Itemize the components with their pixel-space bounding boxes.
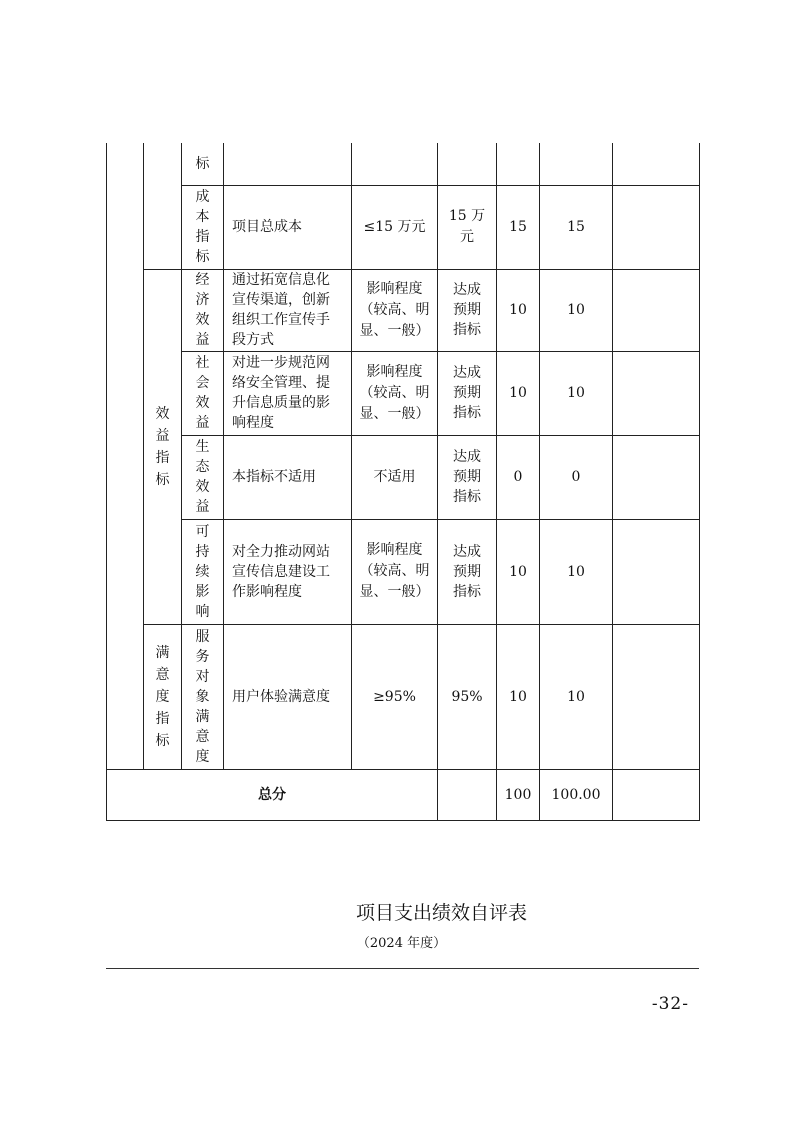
weight-cell: 10 [497,269,540,351]
remark-cell [613,185,700,269]
actual-cell [438,519,497,624]
target-label: 影响程度（较高、明显、一般） [359,542,430,600]
actual-label: 15 万元 [448,208,486,245]
actual-label: 达成预期指标 [453,543,481,600]
sub-indicator-label: 经济效益 [195,272,210,348]
content-cell: 本指标不适用 [224,435,352,519]
target-cell: 不适用 [352,435,438,519]
actual-label: 达成预期指标 [453,282,481,338]
satisfaction-group-cell [144,624,182,769]
target-cell [352,519,438,624]
sub-indicator-label: 生态效益 [195,439,210,515]
sub-indicator-label: 标 [195,155,210,172]
content-cell: 对进一步规范网络安全管理、提升信息质量的影响程度 [224,351,352,435]
sub-indicator-cell [182,269,224,351]
target-label: 影响程度（较高、明显、一般） [359,280,430,339]
form-year: （2024 年度） [356,936,447,951]
target-cell: ≤15 万元 [352,185,438,269]
sub-indicator-cell [182,185,224,269]
sub-indicator-label: 可持续影响 [195,523,210,620]
target-label: 影响程度（较高、明显、一般） [359,363,430,422]
actual-cell [438,143,497,185]
sub-indicator-cell [182,624,224,769]
sub-indicator-cell [182,351,224,435]
score-cell [540,143,613,185]
score-cell: 15 [540,185,613,269]
content-cell [224,143,352,185]
benefit-group-cell [144,269,182,624]
weight-cell [497,143,540,185]
actual-cell [438,435,497,519]
content-cell: 项目总成本 [224,185,352,269]
score-cell: 10 [540,624,613,769]
remark-cell [613,351,700,435]
total-remark-cell [613,769,700,820]
target-cell: ≥95% [352,624,438,769]
performance-table [106,143,700,821]
remark-cell [613,269,700,351]
sub-indicator-cell [182,435,224,519]
total-weight: 100 [497,769,540,820]
target-cell [352,143,438,185]
total-label: 总分 [107,769,438,820]
score-cell: 10 [540,519,613,624]
sub-indicator-label: 社会效益 [195,355,210,431]
remark-cell [613,624,700,769]
content-cell: 通过拓宽信息化宣传渠道，创新组织工作宣传手段方式 [224,269,352,351]
actual-cell [438,185,497,269]
remark-cell [613,519,700,624]
weight-cell: 10 [497,519,540,624]
actual-cell: 95% [438,624,497,769]
satisfaction-group-label: 满意度指标 [155,644,170,749]
benefit-group-label: 效益指标 [155,405,170,488]
sub-indicator-label: 成本指标 [195,189,210,265]
weight-cell: 10 [497,351,540,435]
score-cell: 10 [540,351,613,435]
remark-cell [613,143,700,185]
remark-cell [613,435,700,519]
page-number: -32- [651,994,689,1014]
score-cell: 10 [540,269,613,351]
divider [106,968,699,969]
weight-cell: 10 [497,624,540,769]
actual-cell [438,269,497,351]
weight-cell: 0 [497,435,540,519]
actual-cell [438,351,497,435]
sub-indicator-label: 服务对象满意度 [195,628,210,765]
form-title: 项目支出绩效自评表 [355,902,527,924]
sub-indicator-cell [182,519,224,624]
actual-label: 达成预期指标 [453,449,481,505]
target-cell [352,351,438,435]
level2-output-cell [144,143,182,269]
outer-level1-cell [107,143,144,769]
content-cell: 对全力推动网站宣传信息建设工作影响程度 [224,519,352,624]
content-cell: 用户体验满意度 [224,624,352,769]
target-cell [352,269,438,351]
actual-label: 达成预期指标 [453,365,481,421]
weight-cell: 15 [497,185,540,269]
total-score: 100.00 [540,769,613,820]
sub-indicator-cell [182,143,224,185]
score-cell: 0 [540,435,613,519]
total-actual-cell [438,769,497,820]
